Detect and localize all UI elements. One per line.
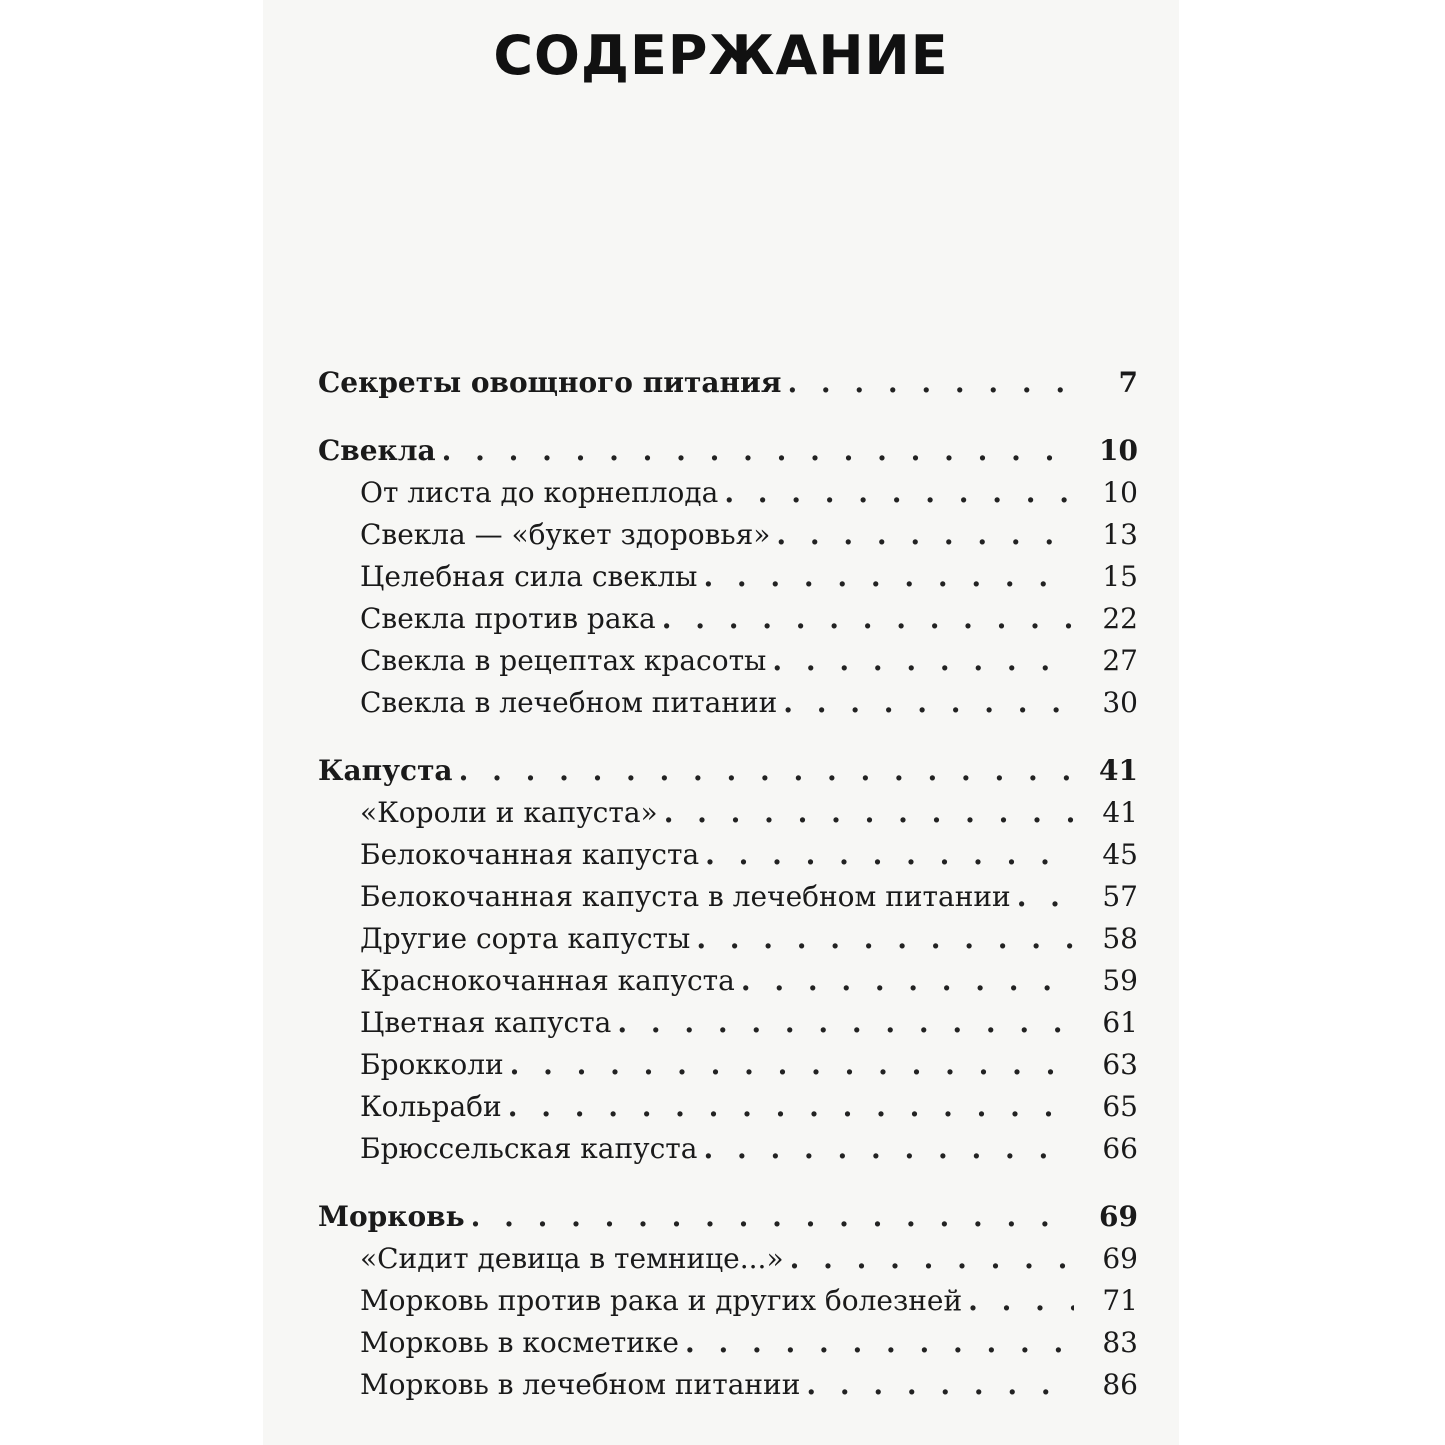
toc-page-number: 57 bbox=[1102, 880, 1138, 913]
toc-entry-title: «Короли и капуста» bbox=[360, 796, 658, 829]
dot-leader bbox=[471, 1196, 1074, 1238]
toc-subsection-entry bbox=[318, 918, 1138, 960]
dot-leader bbox=[705, 834, 1074, 876]
toc-page-number: 83 bbox=[1102, 1326, 1138, 1359]
dot-leader bbox=[703, 1128, 1074, 1170]
toc-subsection-entry bbox=[318, 1280, 1138, 1322]
toc-entry-title: Брокколи bbox=[360, 1048, 504, 1081]
toc-subsection-entry bbox=[318, 1044, 1138, 1086]
toc-page-number: 13 bbox=[1102, 518, 1138, 551]
toc-entry-title: От листа до корнеплода bbox=[360, 476, 719, 509]
dot-leader bbox=[776, 514, 1074, 556]
toc-subsection-entry bbox=[318, 960, 1138, 1002]
toc-page-number: 69 bbox=[1099, 1200, 1138, 1233]
toc-subsection-entry bbox=[318, 834, 1138, 876]
toc-page-number: 27 bbox=[1102, 644, 1138, 677]
toc-page-number: 63 bbox=[1102, 1048, 1138, 1081]
toc-subsection-entry bbox=[318, 556, 1138, 598]
toc-subsection-entry bbox=[318, 792, 1138, 834]
toc-entry-title: Цветная капуста bbox=[360, 1006, 612, 1039]
toc-page-number: 10 bbox=[1102, 476, 1138, 509]
toc-entry-title: Белокочанная капуста в лечебном питании bbox=[360, 880, 1011, 913]
toc-page-number: 86 bbox=[1102, 1368, 1138, 1401]
toc-page-number: 41 bbox=[1102, 796, 1138, 829]
toc-subsection-entry bbox=[318, 640, 1138, 682]
toc-page-number: 7 bbox=[1118, 366, 1138, 399]
toc-entry-title: Морковь bbox=[318, 1200, 465, 1233]
dot-leader bbox=[783, 682, 1074, 724]
toc-entry-title: Капуста bbox=[318, 754, 453, 787]
toc-page-number: 45 bbox=[1102, 838, 1138, 871]
toc-entry-title: Другие сорта капусты bbox=[360, 922, 691, 955]
toc-entry-title: Секреты овощного питания bbox=[318, 366, 782, 399]
toc-subsection-entry bbox=[318, 876, 1138, 918]
toc-entry-title: Свекла в лечебном питании bbox=[360, 686, 778, 719]
dot-leader bbox=[787, 362, 1074, 404]
dot-leader bbox=[968, 1280, 1074, 1322]
dot-leader bbox=[741, 960, 1074, 1002]
toc-section-entry bbox=[318, 1196, 1138, 1238]
toc-entry-title: Краснокочанная капуста bbox=[360, 964, 735, 997]
dot-leader bbox=[459, 750, 1074, 792]
table-of-contents bbox=[318, 362, 1138, 1406]
dot-leader bbox=[617, 1002, 1074, 1044]
toc-entry-title: Свекла в рецептах красоты bbox=[360, 644, 767, 677]
toc-subsection-entry bbox=[318, 1086, 1138, 1128]
dot-leader bbox=[662, 598, 1074, 640]
toc-section-entry bbox=[318, 750, 1138, 792]
toc-entry-title: Кольраби bbox=[360, 1090, 502, 1123]
dot-leader bbox=[806, 1364, 1074, 1406]
dot-leader bbox=[508, 1086, 1074, 1128]
toc-page-number: 66 bbox=[1102, 1132, 1138, 1165]
toc-subsection-entry bbox=[318, 682, 1138, 724]
toc-page-number: 15 bbox=[1102, 560, 1138, 593]
toc-subsection-entry bbox=[318, 472, 1138, 514]
dot-leader bbox=[664, 792, 1074, 834]
toc-page-number: 41 bbox=[1099, 754, 1138, 787]
toc-entry-title: Свекла — «букет здоровья» bbox=[360, 518, 771, 551]
toc-entry-title: Свекла bbox=[318, 434, 436, 467]
toc-subsection-entry bbox=[318, 514, 1138, 556]
toc-subsection-entry bbox=[318, 1322, 1138, 1364]
dot-leader bbox=[696, 918, 1074, 960]
toc-entry-title: Целебная сила свеклы bbox=[360, 560, 698, 593]
toc-page-number: 65 bbox=[1102, 1090, 1138, 1123]
toc-section-entry bbox=[318, 362, 1138, 404]
toc-subsection-entry bbox=[318, 1238, 1138, 1280]
toc-entry-title: Свекла против рака bbox=[360, 602, 656, 635]
dot-leader bbox=[790, 1238, 1074, 1280]
toc-page-number: 22 bbox=[1102, 602, 1138, 635]
dot-leader bbox=[510, 1044, 1074, 1086]
toc-page-number: 59 bbox=[1102, 964, 1138, 997]
dot-leader bbox=[703, 556, 1074, 598]
toc-subsection-entry bbox=[318, 598, 1138, 640]
toc-page-number: 61 bbox=[1102, 1006, 1138, 1039]
page-title: СОДЕРЖАНИЕ bbox=[493, 24, 949, 87]
toc-subsection-entry bbox=[318, 1002, 1138, 1044]
toc-section-entry bbox=[318, 430, 1138, 472]
toc-entry-title: Брюссельская капуста bbox=[360, 1132, 698, 1165]
toc-entry-title: Морковь в лечебном питании bbox=[360, 1368, 801, 1401]
toc-entry-title: Морковь в косметике bbox=[360, 1326, 679, 1359]
toc-entry-title: «Сидит девица в темнице...» bbox=[360, 1242, 784, 1275]
dot-leader bbox=[1017, 876, 1074, 918]
toc-entry-title: Белокочанная капуста bbox=[360, 838, 700, 871]
toc-subsection-entry bbox=[318, 1364, 1138, 1406]
dot-leader bbox=[442, 430, 1074, 472]
toc-page-number: 69 bbox=[1102, 1242, 1138, 1275]
toc-page-number: 71 bbox=[1102, 1284, 1138, 1317]
dot-leader bbox=[724, 472, 1074, 514]
toc-subsection-entry bbox=[318, 1128, 1138, 1170]
toc-page-number: 10 bbox=[1099, 434, 1138, 467]
dot-leader bbox=[685, 1322, 1074, 1364]
toc-page-number: 58 bbox=[1102, 922, 1138, 955]
dot-leader bbox=[772, 640, 1074, 682]
toc-entry-title: Морковь против рака и других болезней bbox=[360, 1284, 963, 1317]
toc-page-number: 30 bbox=[1102, 686, 1138, 719]
